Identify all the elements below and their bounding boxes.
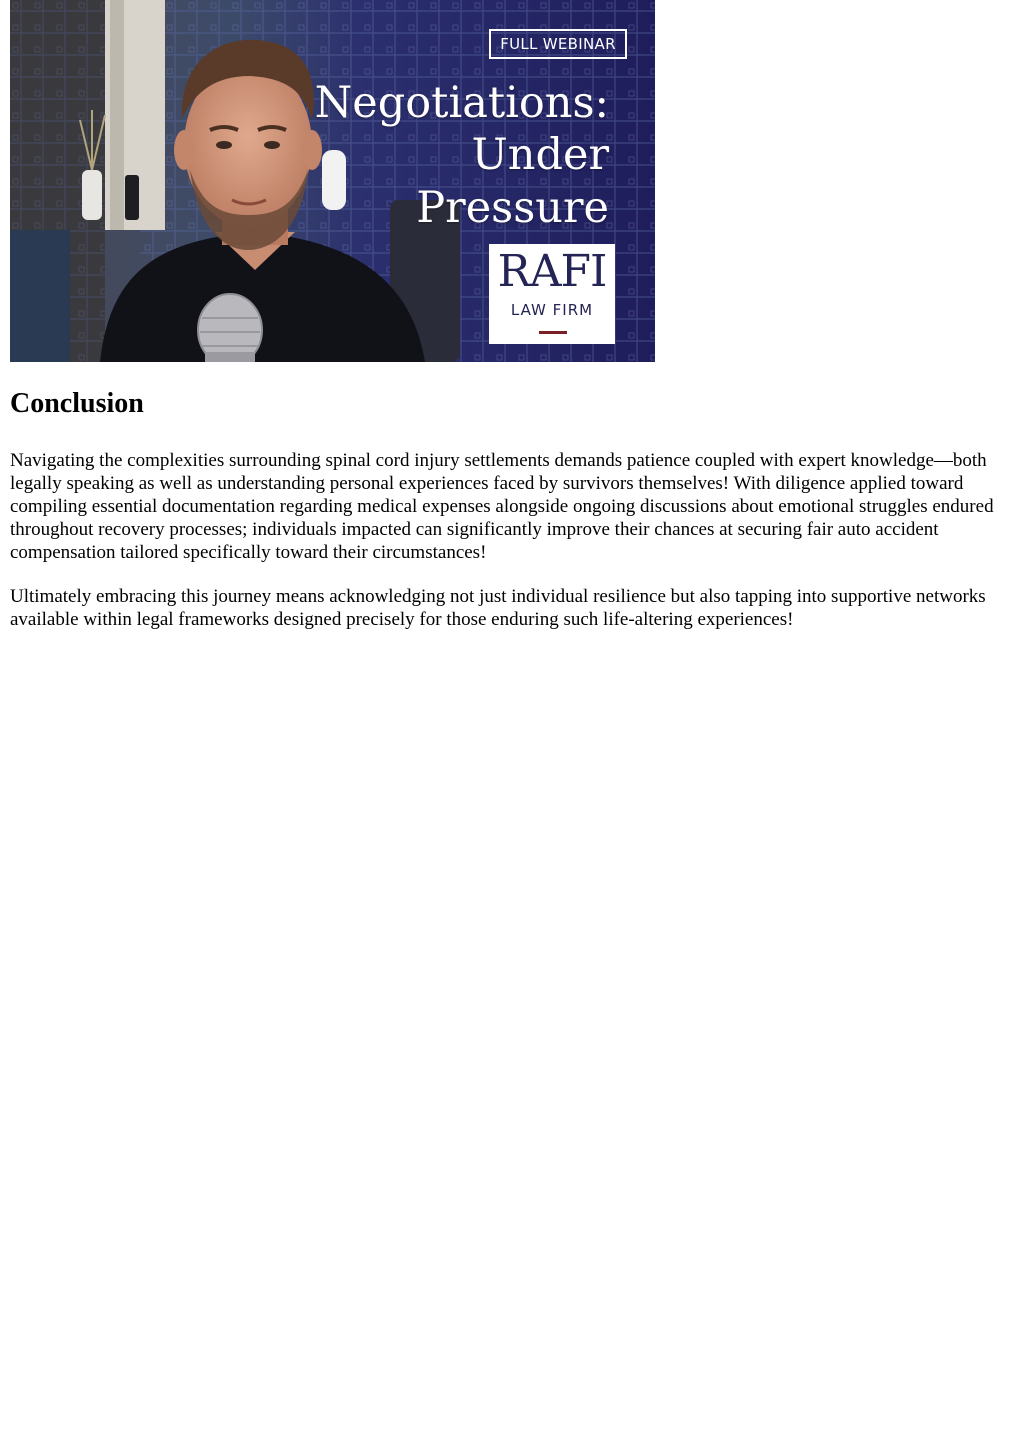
rafi-law-firm-logo (489, 244, 615, 344)
paragraph-1: Navigating the complexities surrounding spinal cord injury settlements demands patience coupled with expert knowledge—both legally speaking as well as understanding personal experiences faced by survivors themselves! With diligence applied toward compiling essential documentation regarding medical expenses alongside ongoing discussions about emotional struggles endured throughout recovery processes; individuals impacted can significantly improve their chances at securing fair auto accident compensation tailored specifically toward their circumstances! (10, 450, 994, 563)
full-webinar-badge: FULL WEBINAR (489, 29, 627, 59)
paragraph-2: Ultimately embracing this journey means acknowledging not just individual resilience but also tapping into supportive networks available within legal frameworks designed precisely for those enduring such life-altering experiences! (10, 586, 986, 630)
logo-word: RAFI (497, 246, 607, 297)
webinar-title-line-2: Under (471, 130, 609, 180)
logo-subtitle: LAW FIRM (510, 301, 594, 319)
logo-accent-bar (539, 331, 567, 334)
webinar-title-line-3: Pressure (416, 183, 609, 233)
webinar-title-line-1: Negotiations: (314, 78, 609, 128)
webinar-thumbnail[interactable] (10, 0, 655, 362)
section-heading: Conclusion (10, 388, 144, 419)
